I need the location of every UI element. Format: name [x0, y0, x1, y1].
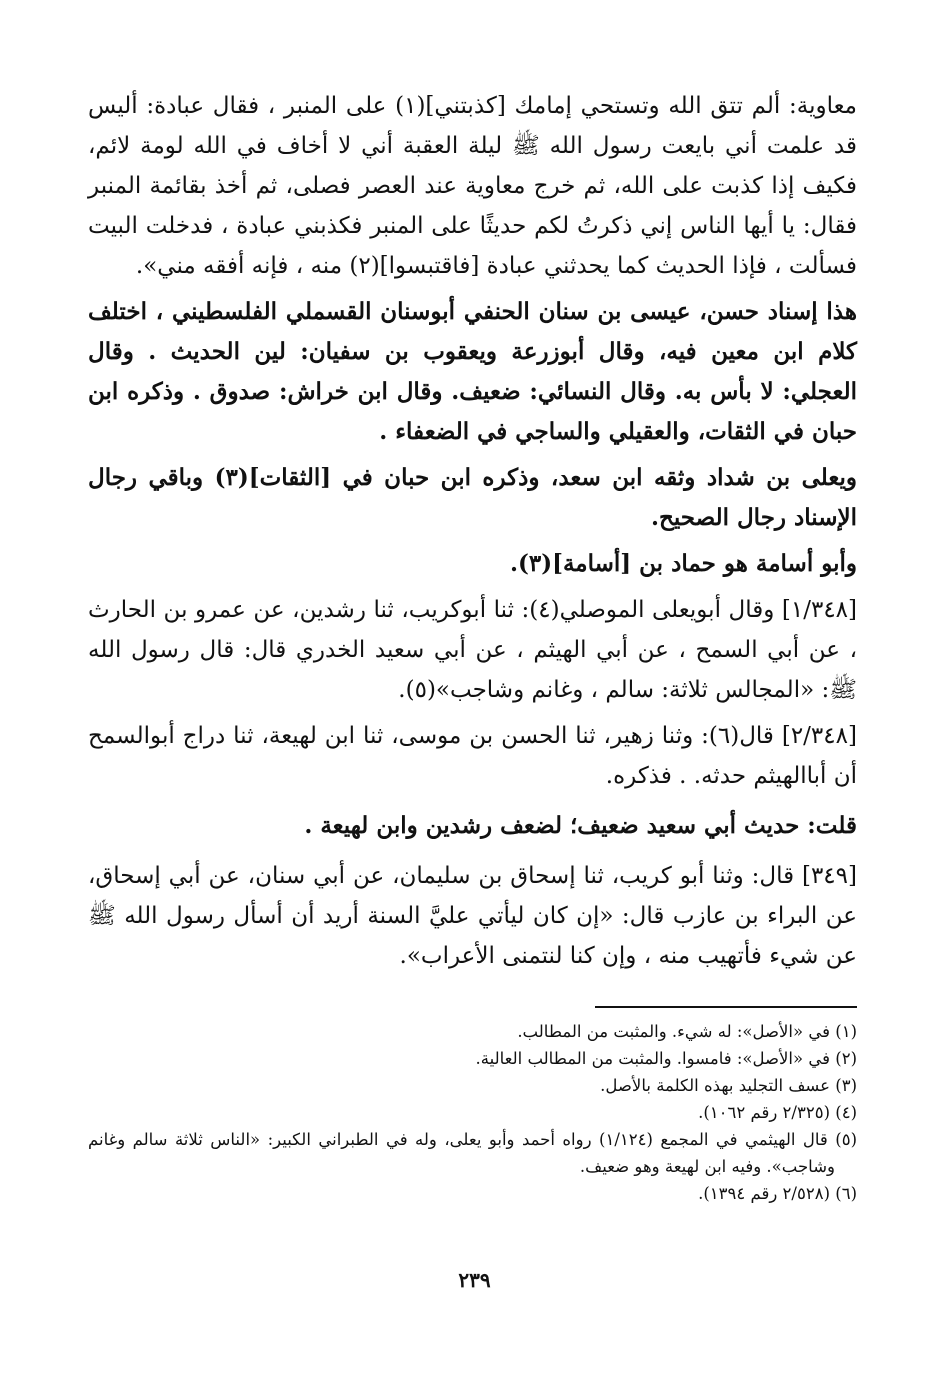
page-number: ٢٣٩ — [458, 1268, 491, 1292]
footnote-3: (٣) عسف التجليد بهذه الكلمة بالأصل. — [600, 1076, 857, 1095]
footnote-4: (٤) (٢/٣٢٥ رقم ١٠٦٢). — [698, 1103, 857, 1122]
footnote-6: (٦) (٢/٥٢٨ رقم ١٣٩٤). — [698, 1184, 857, 1203]
paragraph-hadith-348-2: [٢/٣٤٨] قال(٦): وثنا زهير، ثنا الحسن بن موسى، ثنا ابن لهيعة، ثنا دراج أبوالسمح أن أباالهيثم حدثه. . فذكره. — [88, 723, 857, 789]
main-text — [88, 86, 857, 976]
paragraph-muawiya-hadith: معاوية: ألم تتق الله وتستحي إمامك [كذبتني](١) على المنبر ، فقال عبادة: أليس قد علمت أني بايعت رسول الله ﷺ ليلة العقبة أني لا أخاف في الله لومة لائم، فكيف إذا كذبت على الله، ثم خرج معاوية عند العصر فصلى، ثم أخذ بقائمة المنبر فقال: يا أيها الناس إني ذكرتُ لكم حديثًا على المنبر فكذبني عبادة ، فدخلت البيت فسألت ، فإذا الحديث كما يحدثني عبادة [فاقتبسوا](٢) منه ، فإنه أفقه مني». — [88, 93, 857, 279]
paragraph-isnad-assessment: هذا إسناد حسن، عيسى بن سنان الحنفي أبوسنان القسملي الفلسطيني ، اختلف كلام ابن معين فيه، وقال أبوزرعة ويعقوب بن سفيان: لين الحديث . وقال العجلي: لا بأس به. وقال النسائي: ضعيف. وقال ابن خراش: صدوق . وذكره ابن حبان في الثقات، والعقيلي والساجي في الضعفاء . — [88, 298, 857, 445]
footnote-2: (٢) في «الأصل»: فامسوا. والمثبت من المطالب العالية. — [475, 1049, 857, 1068]
footnotes — [88, 1018, 857, 1207]
footnote-1: (١) في «الأصل»: له شيء. والمثبت من المطالب. — [517, 1022, 857, 1041]
paragraph-qultu-assessment: قلت: حديث أبي سعيد ضعيف؛ لضعف رشدين وابن لهيعة . — [304, 812, 857, 839]
footnote-separator — [595, 1006, 857, 1008]
footnote-5: (٥) قال الهيثمي في المجمع (١/١٢٤) رواه أحمد وأبو يعلى، وله في الطبراني الكبير: «الناس ثلاثة سالم وغانم وشاجب». وفيه ابن لهيعة وهو ضعيف. — [88, 1130, 858, 1176]
paragraph-hadith-349: [٣٤٩] قال: وثنا أبو كريب، ثنا إسحاق بن سليمان، عن أبي سنان، عن أبي إسحاق، عن البراء بن عازب قال: «إن كان ليأتي عليَّ السنة أريد أن أسأل رسول الله ﷺ عن شيء فأتهيب منه ، وإن كنا لنتمنى الأعراب». — [88, 863, 857, 969]
paragraph-hadith-348-1: [١/٣٤٨] وقال أبويعلى الموصلي(٤): ثنا أبوكريب، ثنا رشدين، عن عمرو بن الحارث ، عن أبي السمح ، عن أبي الهيثم ، عن أبي سعيد الخدري قال: قال رسول الله ﷺ: «المجالس ثلاثة: سالم ، وغانم وشاجب»(٥). — [88, 597, 858, 703]
paragraph-abu-usama: وأبو أسامة هو حماد بن [أسامة](٣). — [509, 550, 857, 577]
paragraph-yala-ibn-shaddad: ويعلى بن شداد وثقه ابن سعد، وذكره ابن حبان في [الثقات](٣) وباقي رجال الإسناد رجال الصحيح. — [88, 464, 858, 531]
